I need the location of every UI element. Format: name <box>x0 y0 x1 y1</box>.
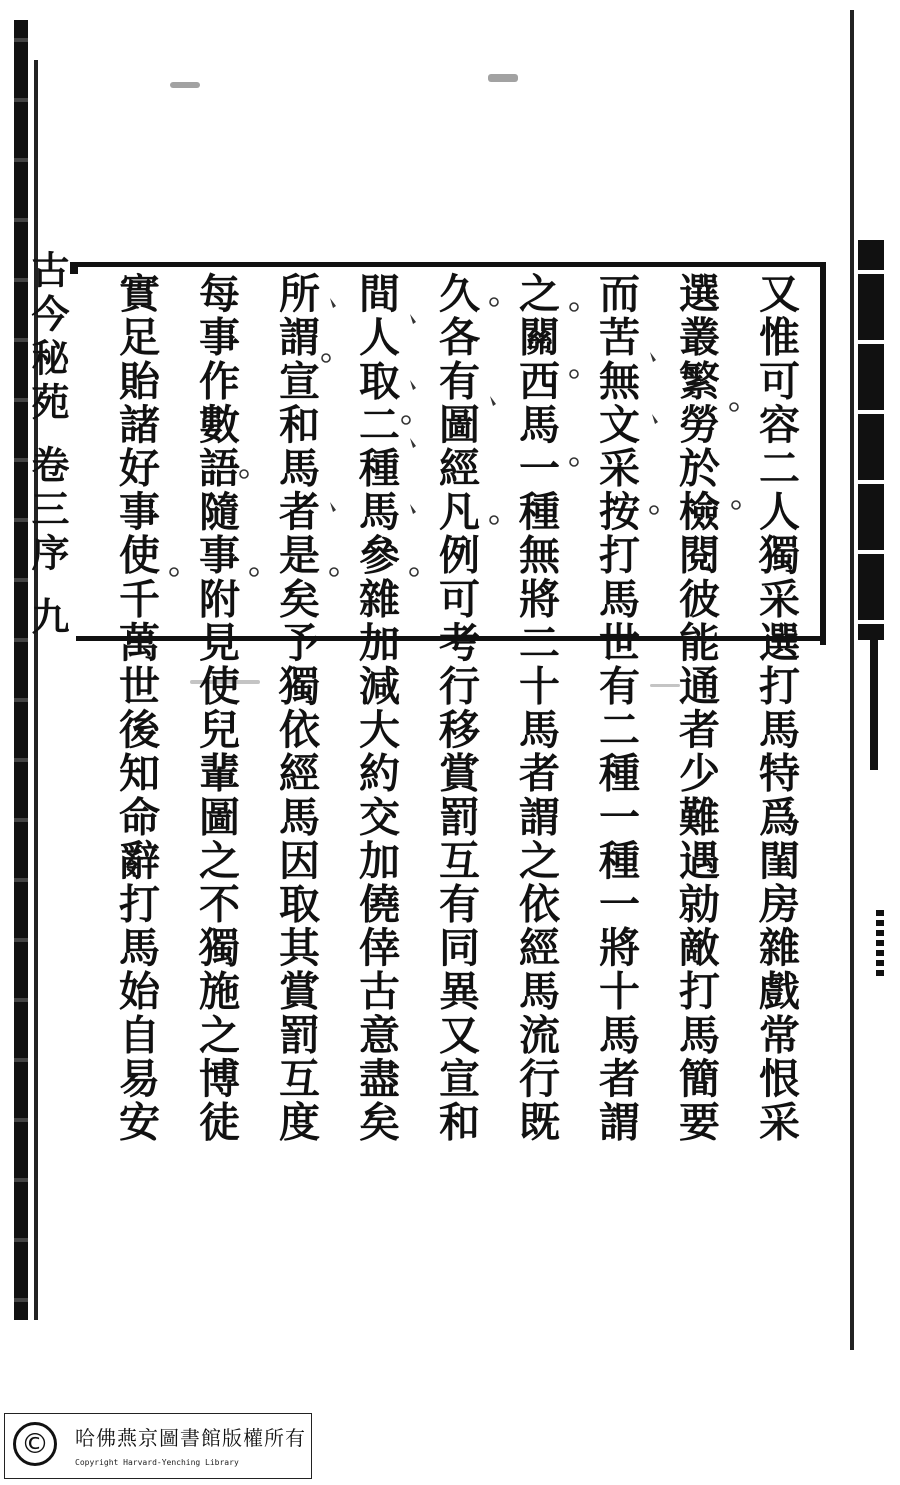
text-column-8: 每事作數語隨事附見使兒輩圖之不獨施之博徒 <box>192 272 240 1144</box>
text-column-6: 間人取二種馬參雜加減大約交加僥倖古意盡矣 <box>352 272 400 1144</box>
punctuation-circle <box>570 370 578 378</box>
text-column-3: 而苦無文采按打馬世有二種一種一將十馬者謂 <box>592 272 640 1144</box>
punctuation-tick <box>652 414 658 424</box>
stamp-title: 哈佛燕京圖書館版權所有 <box>75 1426 306 1450</box>
copyright-icon: © <box>13 1422 57 1466</box>
text-column-4: 之關西馬一種無將二十馬者謂之依經馬流行既 <box>512 272 560 1144</box>
punctuation-tick <box>330 298 336 308</box>
right-edge-line <box>850 10 854 1350</box>
punctuation-circle <box>732 501 740 509</box>
punctuation-circle <box>570 303 578 311</box>
punctuation-tick <box>410 438 416 448</box>
text-column-9: 實足貽諸好事使千萬世後知命辭打馬始自易安 <box>112 272 160 1144</box>
punctuation-tick <box>330 502 336 512</box>
punctuation-tick <box>410 314 416 324</box>
punctuation-tick <box>410 380 416 390</box>
text-column-1: 又惟可容二人獨采選打馬特爲閨房雜戲常恨采 <box>752 272 800 1144</box>
punctuation-circle <box>330 568 338 576</box>
punctuation-tick <box>490 396 496 406</box>
smudge-top <box>170 82 200 88</box>
copyright-stamp <box>4 1413 312 1479</box>
text-column-2: 選叢繁勞於檢閱彼能通者少難遇勍敵打馬簡要 <box>672 272 720 1144</box>
text-column-7: 所謂宣和馬者是矣予獨依經馬因取其賞罰互度 <box>272 272 320 1144</box>
punctuation-circle <box>570 458 578 466</box>
smudge-top-right <box>488 74 518 82</box>
text-frame-left-stub <box>70 262 78 274</box>
punctuation-circle <box>170 568 178 576</box>
left-margin-title: 古今秘苑 卷三序 九 <box>25 250 70 641</box>
punctuation-circle <box>410 568 418 576</box>
punctuation-tick <box>410 504 416 514</box>
punctuation-circle <box>250 568 258 576</box>
punctuation-circle <box>490 298 498 306</box>
right-edge-strip <box>858 240 884 640</box>
right-edge-strip-lower <box>870 640 878 770</box>
punctuation-circle <box>730 403 738 411</box>
punctuation-circle <box>650 506 658 514</box>
text-column-5: 久各有圖經凡例可考行移賞罰互有同異又宣和 <box>432 272 480 1144</box>
text-block <box>92 262 816 1144</box>
right-edge-strip-bottom <box>876 910 884 980</box>
punctuation-tick <box>650 352 656 362</box>
punctuation-circle <box>490 516 498 524</box>
stamp-subtitle: Copyright Harvard-Yenching Library <box>75 1458 239 1467</box>
